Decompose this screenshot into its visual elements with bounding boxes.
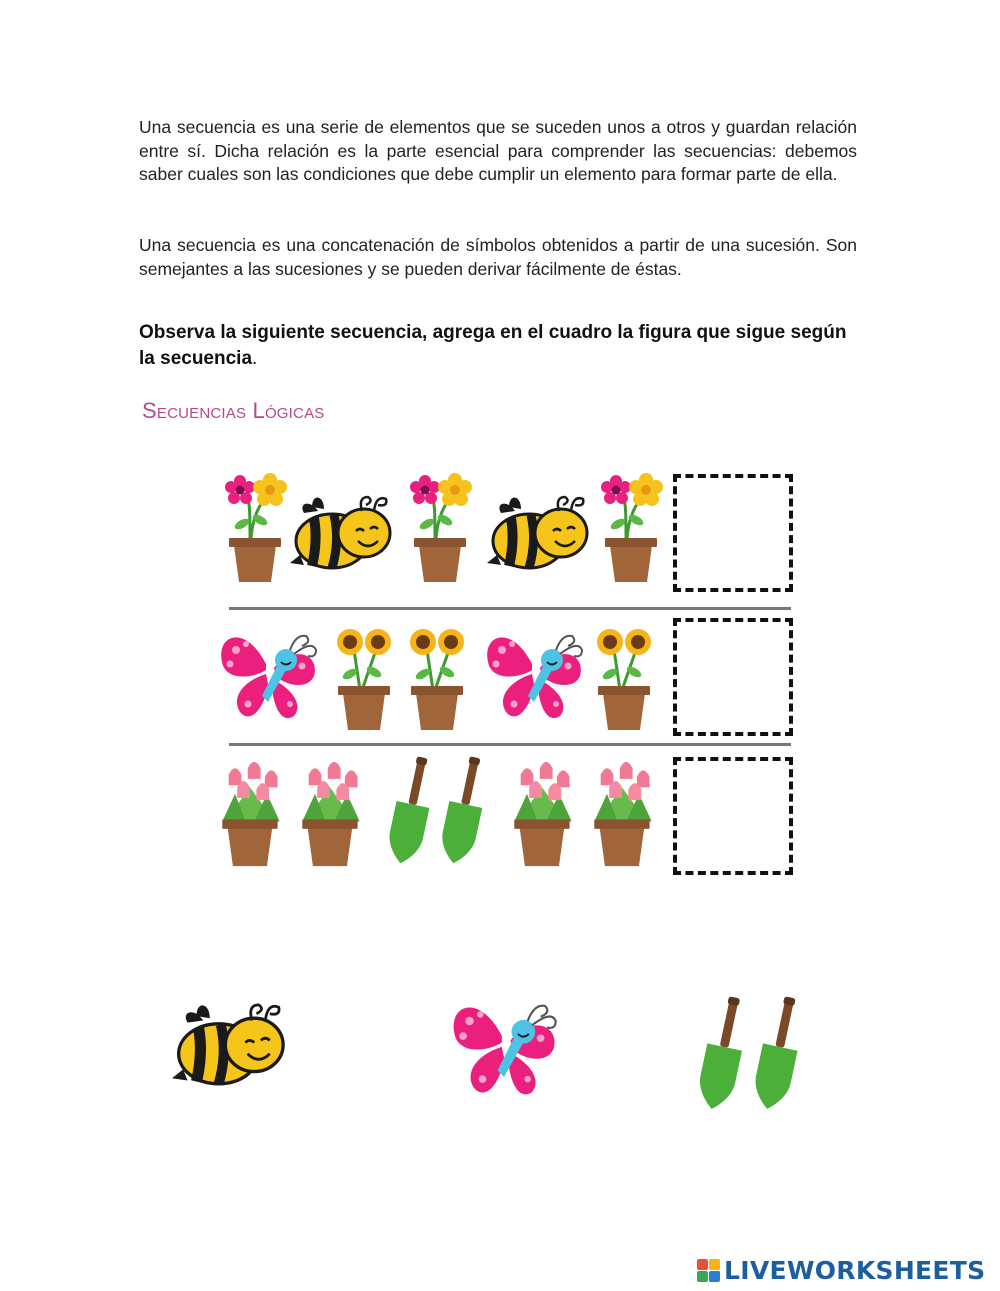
sequence-2-item-3-sunflower-pot-icon — [405, 620, 473, 740]
intro-paragraph-2: Una secuencia es una concatenación de símbolos obtenidos a partir de una sucesión. Son semejantes a las sucesiones y se pueden derivar fácilmente de éstas. — [139, 235, 857, 279]
intro-paragraph-1: Una secuencia es una serie de elementos que se suceden unos a otros y guardan relación entre sí. Dicha relación es la parte esencial para comprender las secuencias: debemos saber cuales son las condiciones que debe cumplir un elemento para formar parte de ella. — [139, 117, 857, 184]
instruction-text: Observa la siguiente secuencia, agrega en el cuadro la figura que sigue según la secuencia — [139, 322, 847, 369]
instruction — [139, 320, 859, 372]
sequence-2-item-5-sunflower-pot-icon — [592, 620, 660, 740]
sequence-1-answer-box[interactable] — [673, 474, 793, 592]
section-title: Secuencias Lógicas — [142, 398, 325, 423]
sequence-3-item-2-tulip-pot-icon — [298, 754, 364, 874]
instruction-period: . — [252, 348, 258, 369]
sequence-3-item-1-tulip-pot-icon — [218, 754, 284, 874]
sequence-1-item-1-flower-pot-icon — [220, 472, 292, 592]
row-divider-2 — [229, 743, 791, 746]
sequence-3-item-3-shovels-icon — [382, 756, 494, 870]
sequence-2-item-2-sunflower-pot-icon — [332, 620, 400, 740]
sequence-3-answer-box[interactable] — [673, 757, 793, 875]
row-divider-1 — [229, 607, 791, 610]
sequence-1-item-4-bee-icon — [487, 484, 595, 584]
option-bee-icon[interactable] — [172, 996, 292, 1096]
sequence-2-item-1-butterfly-icon — [216, 624, 320, 728]
brand-name: LIVEWORKSHEETS — [724, 1255, 986, 1285]
sequence-1-item-3-flower-pot-icon — [405, 472, 477, 592]
sequence-1-item-2-bee-icon — [290, 484, 398, 584]
brand-badge-icon — [697, 1259, 720, 1282]
option-butterfly-icon[interactable] — [448, 990, 560, 1108]
sequence-3-item-5-tulip-pot-icon — [590, 754, 656, 874]
sequence-3-item-4-tulip-pot-icon — [510, 754, 576, 874]
option-shovels-icon[interactable] — [690, 996, 812, 1116]
liveworksheets-logo[interactable] — [697, 1254, 985, 1286]
sequence-2-item-4-butterfly-icon — [482, 624, 586, 728]
sequence-1-item-5-flower-pot-icon — [596, 472, 668, 592]
sequence-2-answer-box[interactable] — [673, 618, 793, 736]
